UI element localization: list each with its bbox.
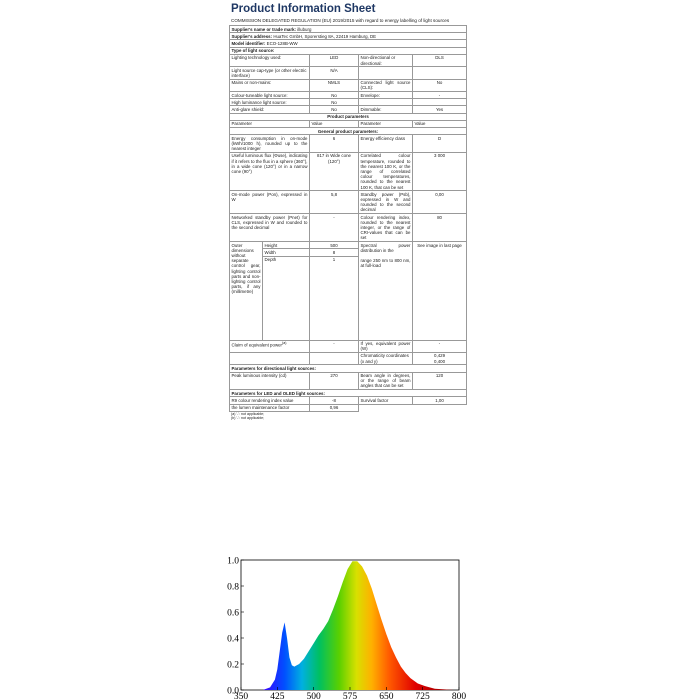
- supplier-name-row: Supplier's name or trade mark: illuburg: [230, 26, 467, 33]
- table-row: Useful luminous flux (Φuse), indicating if it refers to the flux in a sphere (360°), in a wide cone (120°) or in a narrow cone (90°) 817 in Wide cone (120°) Correlated colour temperature, rounded to the nearest 100 K, or the range of correlated colour temperatures, rounded to the nearest 100 K, that can be set 3 000: [230, 152, 467, 190]
- footnote-b: (b) '-': not applicable;: [231, 416, 265, 421]
- spectral-power-distribution-chart: [229, 553, 466, 700]
- table-row: High luminance light source: No: [230, 99, 467, 106]
- x-tick-label: 575: [342, 692, 358, 700]
- y-tick-label: 0.6: [227, 608, 239, 619]
- type-heading: Type of light source:: [230, 47, 467, 54]
- regulation-subtitle: COMMISSION DELEGATED REGULATION (EU) 2019/2015 with regard to energy labelling of light sources: [231, 18, 450, 23]
- x-tick-label: 350: [233, 692, 249, 700]
- table-row: Networked standby power (Pnet) for CLS, expressed in W and rounded to the second decimal - Colour rendering index, rounded to the nearest integer, or the range of CRI-values that can be set 80: [230, 214, 467, 242]
- supplier-address-row: Supplier's address: HuaTec GmbH, Sporerstieg 8A, 22419 Hamburg, DE: [230, 33, 467, 40]
- product-parameters-heading: Product parameters: [230, 113, 467, 120]
- footnote-a: (a) '-': not applicable;: [231, 411, 265, 416]
- y-tick-label: 1.0: [227, 556, 239, 567]
- y-tick-label: 0.4: [227, 634, 239, 645]
- table-row: Width 8: [230, 249, 467, 256]
- table-row: Colour-tuneable light source: No Envelope: -: [230, 92, 467, 99]
- y-tick-label: 0.0: [227, 686, 239, 697]
- column-headers: Parameter Value Parameter Value: [230, 120, 467, 127]
- model-identifier-row: Model identifier: ECO-128B-WW: [230, 40, 467, 47]
- table-row: On-mode power (Pon), expressed in W 5,8 Standby power (Psb), expressed in W and rounded to the second decimal 0,00: [230, 191, 467, 214]
- table-row: Lighting technology used: LED Non-directional or directional: DLS: [230, 54, 467, 66]
- footnotes: [231, 412, 466, 421]
- table-row: Chromaticity coordinates (x and y) 0,429 0,400: [230, 352, 467, 364]
- product-information-sheet: [229, 0, 466, 421]
- x-tick-label: 650: [379, 692, 394, 700]
- x-tick-label: 800: [451, 692, 467, 700]
- table-row: Claim of equivalent power$^{(a)}$ - If yes, equivalent power (W) -: [230, 340, 467, 352]
- table-row: Peak luminous intensity (cd) 270 Beam angle in degrees, or the range of beam angles that can be set 120: [230, 372, 467, 390]
- y-tick-label: 0.2: [227, 660, 239, 671]
- table-row: Depth 1: [230, 256, 467, 340]
- x-tick-label: 425: [270, 692, 285, 700]
- table-row: R9 colour rendering index value -8 Survival factor 1,00: [230, 397, 467, 404]
- table-row: Energy consumption in on-mode (kWh/1000 h), rounded up to the nearest integer 6 Energy efficiency class D: [230, 135, 467, 153]
- table-row: the lumen maintenance factor 0,96: [230, 404, 467, 411]
- y-tick-label: 0.8: [227, 582, 239, 593]
- general-parameters-heading: General product parameters:: [230, 128, 467, 135]
- dimensions-row: Outer dimensions without separate control gear, lighting control parts and non-lighting control parts, if any (millimetre) Height 500 Spectral power distribution in the range 250 nm to 800 nm, at full-load See image in last page: [230, 242, 467, 249]
- table-row: Light source cap-type (or other electric interface) N/A: [230, 67, 467, 79]
- table-row: Mains or non-mains: NMLS Connected light source (CLS): No: [230, 79, 467, 91]
- x-tick-label: 500: [306, 692, 321, 700]
- x-tick-label: 725: [415, 692, 430, 700]
- table-row: Anti-glare shield: No Dimmable: Yes: [230, 106, 467, 113]
- page-title: Product Information Sheet: [231, 3, 376, 15]
- led-parameters-heading: Parameters for LED and OLED light sources:: [230, 390, 467, 397]
- directional-parameters-heading: Parameters for directional light sources:: [230, 365, 467, 372]
- information-table: [229, 25, 467, 412]
